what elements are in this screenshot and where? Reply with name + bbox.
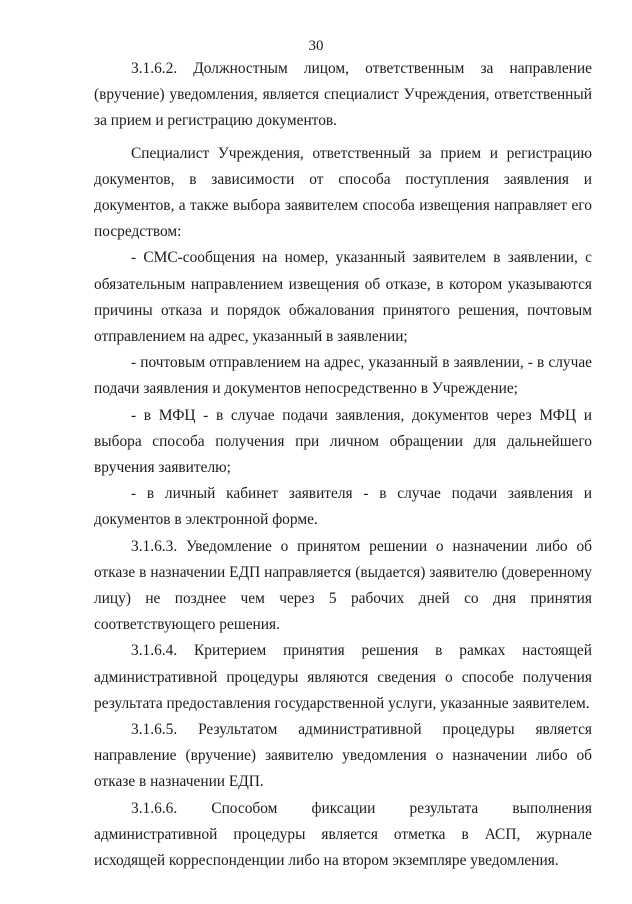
page-number: 30 <box>308 38 324 54</box>
paragraph-3-1-6-2: 3.1.6.2. Должностным лицом, ответственным за направление (вручение) уведомления, является специалист Учреждения, ответственный за прием и регистрацию документов. <box>94 60 592 130</box>
list-item-postal: - почтовым отправлением на адрес, указанный в заявлении, - в случае подачи заявления и документов непосредственно в Учреждение; <box>94 354 592 398</box>
paragraph-3-1-6-3: 3.1.6.3. Уведомление о принятом решении о назначении либо об отказе в назначении ЕДП направляется (выдается) заявителю (доверенному лицу) не позднее чем через 5 рабочих дней со дня принятия соответствующего решения. <box>94 537 592 634</box>
list-item-personal-account: - в личный кабинет заявителя - в случае подачи заявления и документов в электронной форме. <box>94 485 592 529</box>
paragraph-3-1-6-6: 3.1.6.6. Способом фиксации результата выполнения административной процедуры является отметка в АСП, журнале исходящей корреспонденции либо на втором экземпляре уведомления. <box>94 799 592 870</box>
list-item-mfc: - в МФЦ - в случае подачи заявления, документов через МФЦ и выбора способа получения при личном обращении для дальнейшего вручения заявителю; <box>94 406 592 477</box>
document-body <box>94 56 592 874</box>
list-item-sms: - СМС-сообщения на номер, указанный заявителем в заявлении, с обязательным направлением извещения об отказе, в котором указываются причины отказа и порядок обжалования принятого решения, почтовым отправлением на адрес, указанный в заявлении; <box>94 249 592 346</box>
paragraph-3-1-6-4: 3.1.6.4. Критерием принятия решения в рамках настоящей административной процедуры являются сведения о способе получения результата предоставления государственной услуги, указанные заявителем. <box>94 642 592 712</box>
paragraph-3-1-6-5: 3.1.6.5. Результатом административной процедуры является направление (вручение) заявителю уведомления о назначении либо об отказе в назначении ЕДП. <box>94 721 592 791</box>
paragraph-specialist-notification: Специалист Учреждения, ответственный за прием и регистрацию документов, в зависимости от способа поступления заявления и документов, а также выбора заявителем способа извещения направляет его посредством: <box>94 144 592 241</box>
